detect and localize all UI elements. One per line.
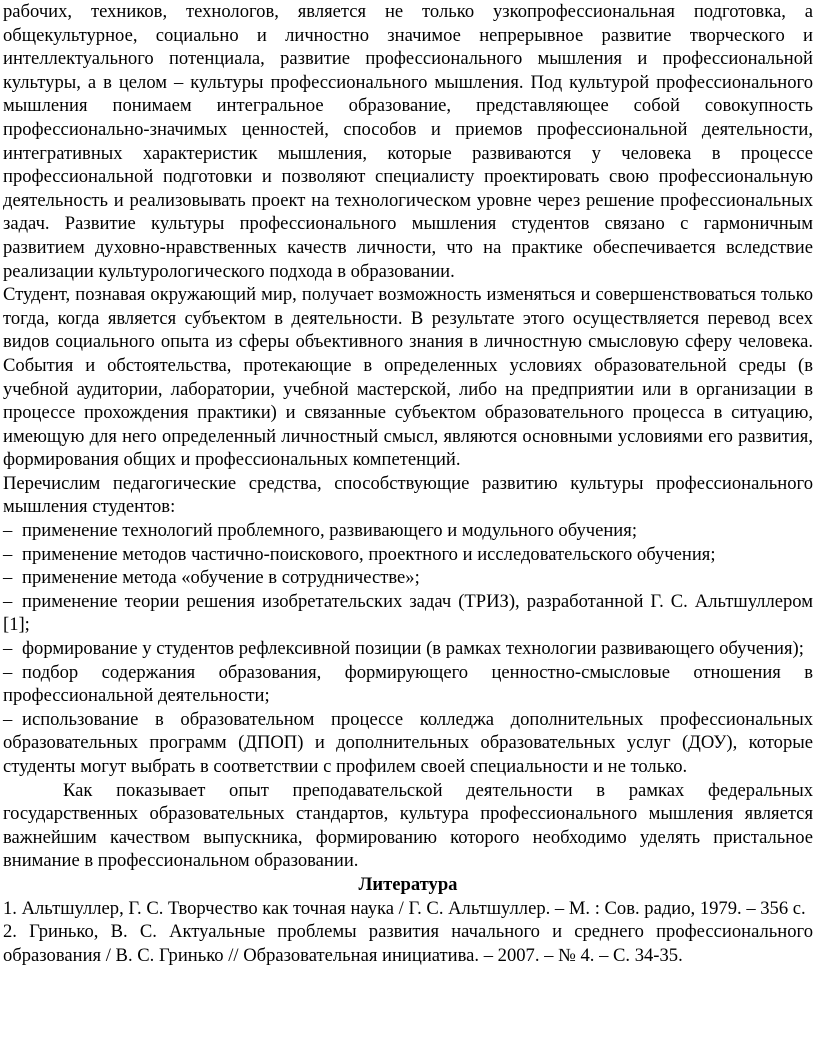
paragraph-student-subject: Студент, познавая окружающий мир, получает возможность изменяться и совершенствоваться только тогда, когда является субъектом в деятельности. В результате этого осуществляется перевод всех видов социального опыта из сферы объективного знания в личностную смысловую сферу человека. События и обстоятельства, протекающие в определенных условиях образовательной среды (в учебной аудитории, лаборатории, учебной мастерской, либо на предприятии или в организации в процессе прохождения практики) и связанные субъектом образовательного процесса в ситуацию, имеющую для него определенный личностный смысл, являются основными условиями его развития, формирования общих и профессиональных компетенций. xyxy=(3,284,813,471)
references-list xyxy=(3,897,813,968)
references-heading: Литература xyxy=(358,873,458,895)
list-dash: – xyxy=(3,590,13,612)
reference-item: 1. Альтшуллер, Г. С. Творчество как точная наука / Г. С. Альтшуллер. – М. : Сов. радио, 1979. – 356 с. xyxy=(3,897,806,919)
list-item: – применение технологий проблемного, развивающего и модульного обучения; xyxy=(3,520,637,542)
list-dash: – xyxy=(3,638,13,660)
list-item: – применение методов частично-поискового, проектного и исследовательского обучения; xyxy=(3,543,716,565)
paragraph-culture-definition: рабочих, техников, технологов, является не только узкопрофессиональная подготовка, а общекультурное, социально и личностно значимое непрерывное развитие творческого и интеллектуального потенциала, развитие профессионального мышления и профессиональной культуры, а в целом – культуры профессионального мышления. Под культурой профессионального мышления понимаем интегральное образование, представляющее собой совокупность профессионально-значимых ценностей, способов и приемов профессиональной деятельности, интегративных характеристик мышления, которые развиваются у человека в процессе профессиональной подготовки и позволяют специалисту проектировать свою профессиональную деятельность и реализовывать проект на технологическом уровне через решение профессиональных задач. Развитие культуры профессионального мышления студентов связано с гармоничным развитием духовно-нравственных качеств личности, что на практике обеспечивается вследствие реализации культурологического подхода в образовании. xyxy=(3,1,813,282)
reference-item: 2. Гринько, В. С. Актуальные проблемы развития начального и среднего профессионального образования / В. С. Гринько // Образовательная инициатива. – 2007. – № 4. – С. 34-35. xyxy=(3,921,813,966)
list-dash: – xyxy=(3,543,13,565)
list-item: – формирование у студентов рефлексивной позиции (в рамках технологии развивающего обучения); xyxy=(3,638,804,660)
list-dash: – xyxy=(3,661,13,683)
pedagogical-means-list xyxy=(3,519,813,779)
paragraph-conclusion: Как показывает опыт преподавательской деятельности в рамках федеральных государственных образовательных стандартов, культура профессионального мышления является важнейшим качеством выпускника, формированию которого необходимо уделять пристальное внимание в профессиональном образовании. xyxy=(3,779,813,872)
list-dash: – xyxy=(3,708,13,730)
list-item: – применение теории решения изобретательских задач (ТРИЗ), разработанной Г. С. Альтшуллером [1]; xyxy=(3,590,813,636)
list-item: – использование в образовательном процессе колледжа дополнительных профессиональных образовательных программ (ДПОП) и дополнительных образовательных услуг (ДОУ), которые студенты могут выбрать в соответствии с профилем своей специальности и не только. xyxy=(3,708,813,777)
list-item: – подбор содержания образования, формирующего ценностно-смысловые отношения в профессиональной деятельности; xyxy=(3,661,813,707)
list-dash: – xyxy=(3,567,13,589)
list-intro: Перечислим педагогические средства, способствующие развитию культуры профессионального мышления студентов: xyxy=(3,472,813,518)
list-dash: – xyxy=(3,520,13,542)
list-item: – применение метода «обучение в сотрудничестве»; xyxy=(3,567,420,589)
